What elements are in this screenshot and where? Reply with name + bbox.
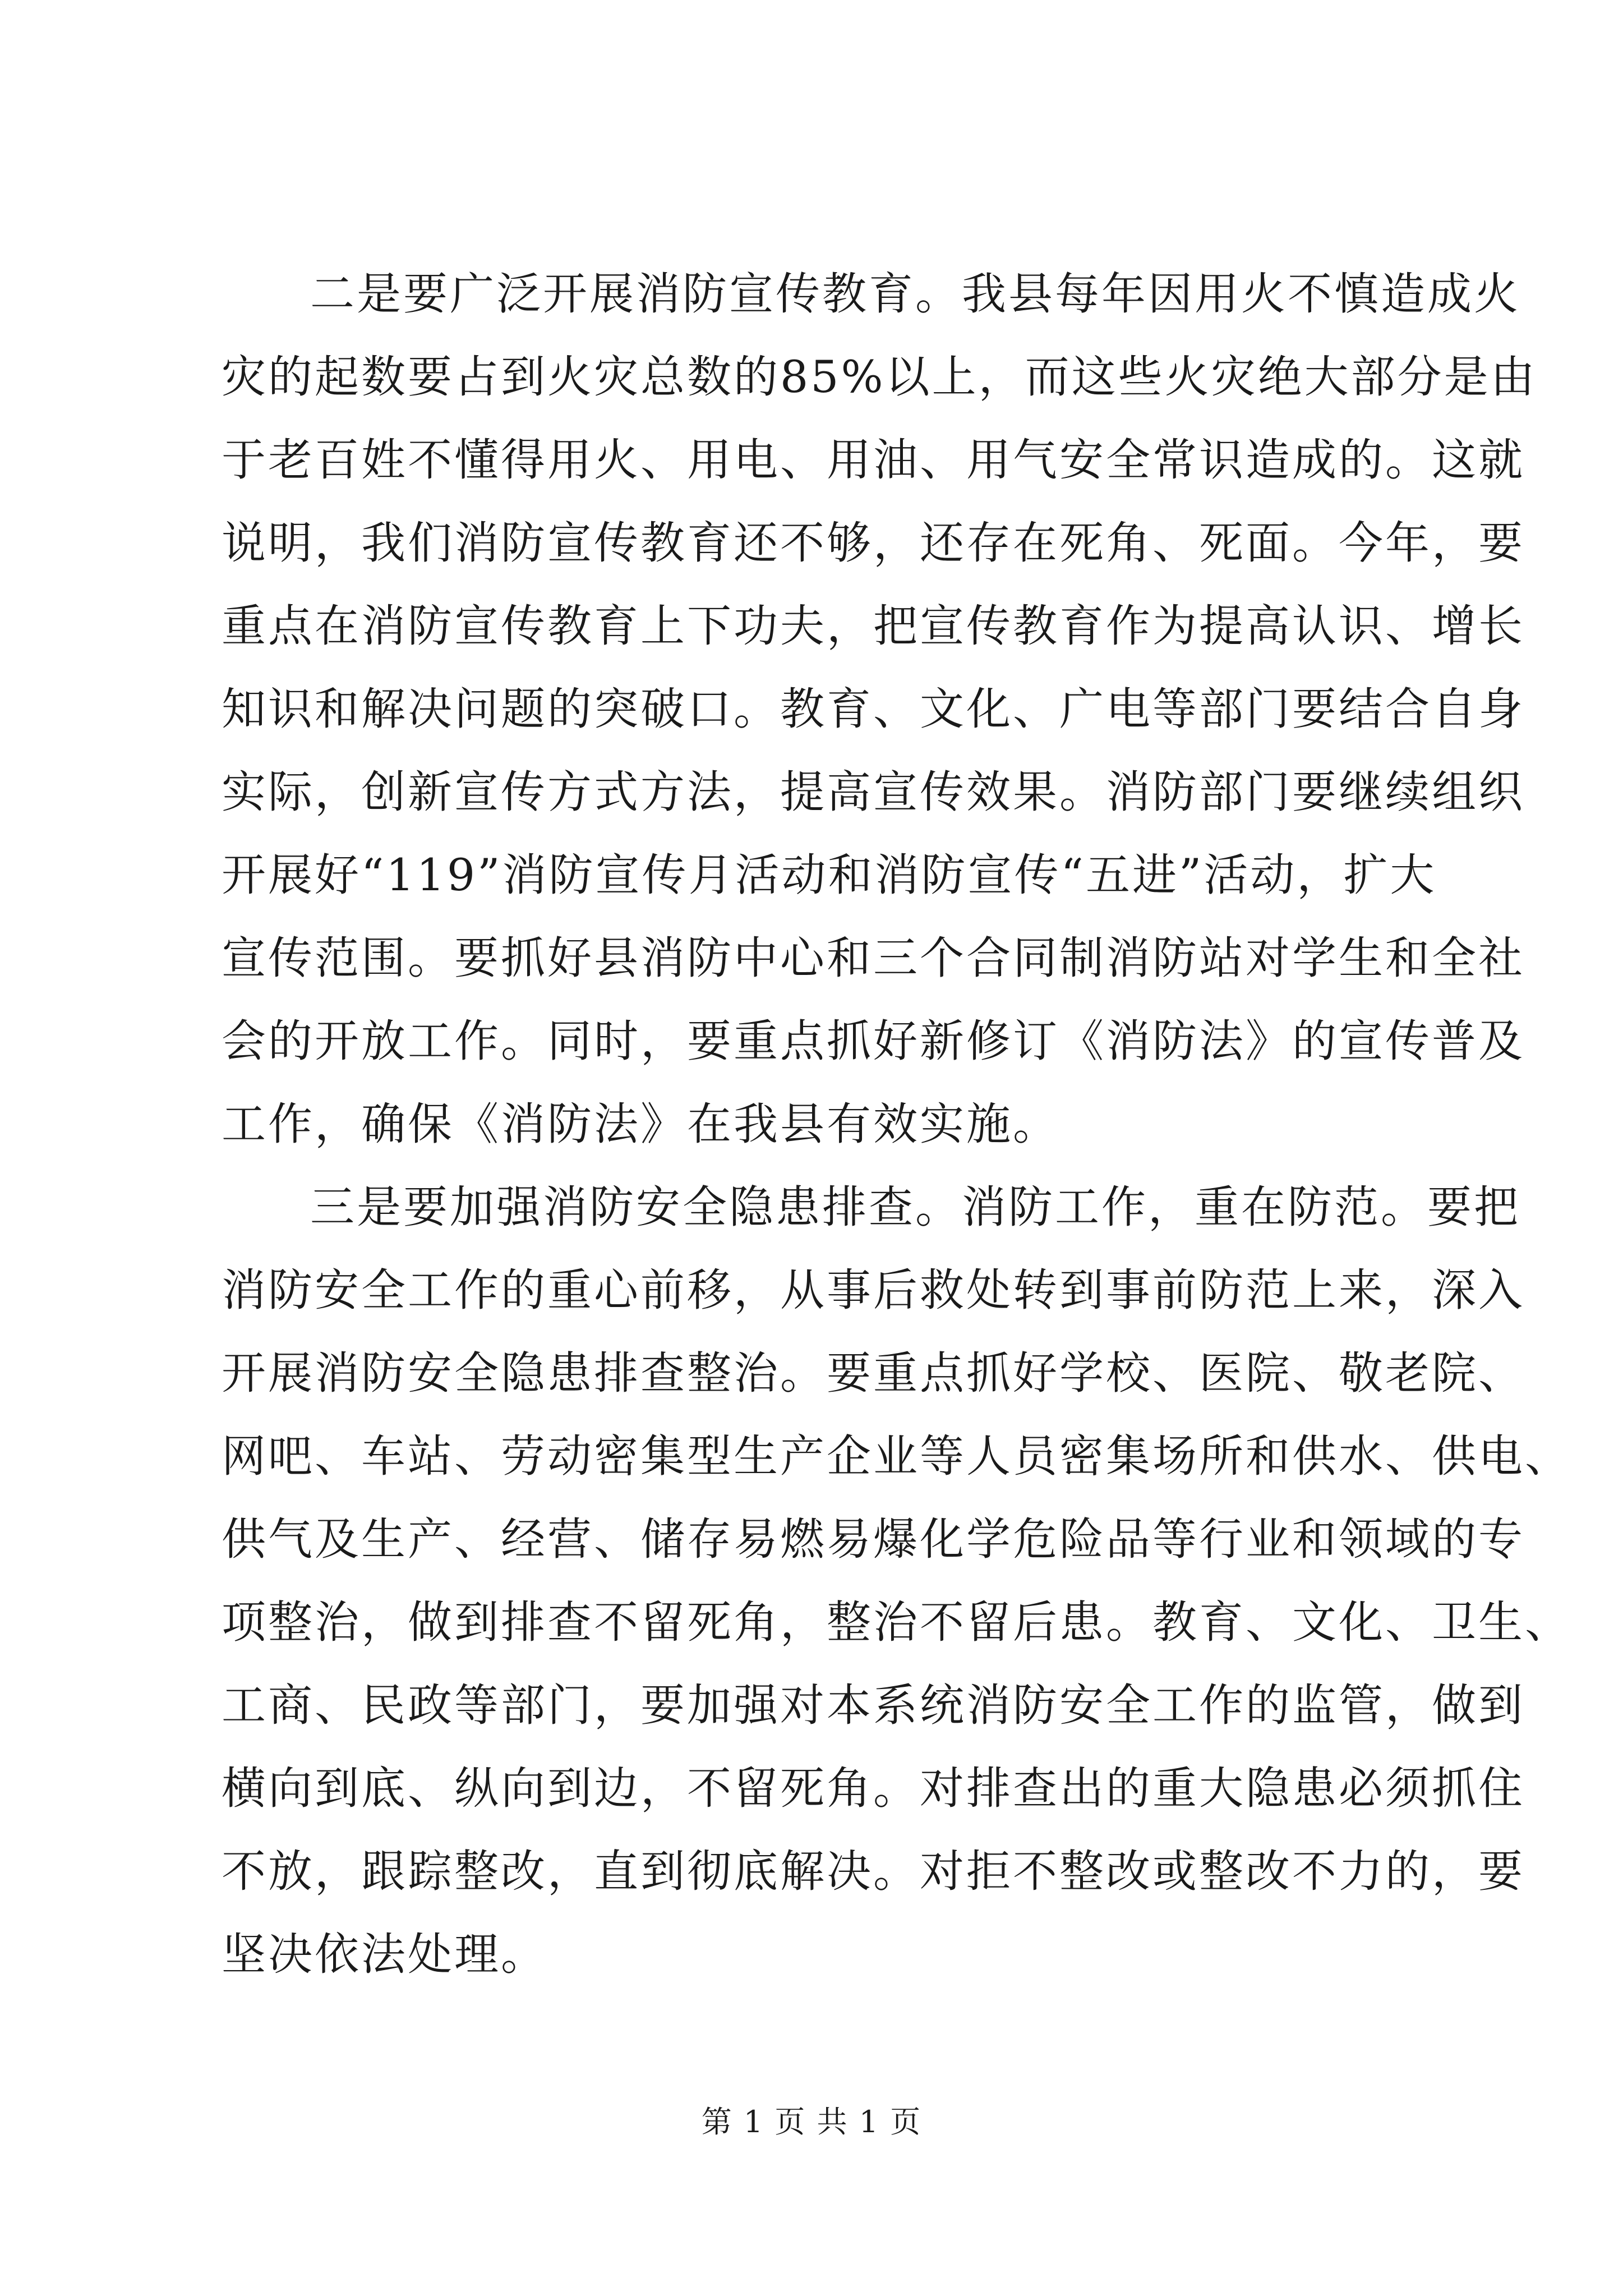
text-line: 三是要加强消防安全隐患排查。消防工作，重在防范。要把 [310, 1181, 1520, 1233]
text-line: 不放，跟踪整改，直到彻底解决。对拒不整改或整改不力的，要 [222, 1846, 1525, 1897]
page-footer [0, 2102, 1623, 2142]
text-line: 说明，我们消防宣传教育还不够，还存在死角、死面。今年，要 [222, 517, 1525, 569]
text-line: 知识和解决问题的突破口。教育、文化、广电等部门要结合自身 [222, 683, 1525, 735]
text-line: 于老百姓不懂得用火、用电、用油、用气安全常识造成的。这就 [222, 434, 1525, 486]
text-line: 灾的起数要占到火灾总数的85%以上，而这些火灾绝大部分是由 [222, 351, 1537, 403]
paragraph-fire-education [222, 252, 1537, 1166]
text-line: 会的开放工作。同时，要重点抓好新修订《消防法》的宣传普及 [222, 1015, 1525, 1067]
text-line: 重点在消防宣传教育上下功夫，把宣传教育作为提高认识、增长 [222, 600, 1525, 652]
text-line: 开展好“119”消防宣传月活动和消防宣传“五进”活动，扩大 [222, 849, 1437, 901]
text-line: 实际，创新宣传方式方法，提高宣传效果。消防部门要继续组织 [222, 766, 1525, 818]
text-line: 二是要广泛开展消防宣传教育。我县每年因用火不慎造成火 [310, 268, 1520, 320]
text-line: 宣传范围。要抓好县消防中心和三个合同制消防站对学生和全社 [222, 932, 1525, 984]
text-line: 项整治，做到排查不留死角，整治不留后患。教育、文化、卫生、 [222, 1596, 1571, 1648]
text-line: 网吧、车站、劳动密集型生产企业等人员密集场所和供水、供电、 [222, 1430, 1571, 1482]
text-line: 工作，确保《消防法》在我县有效实施。 [222, 1098, 1059, 1150]
text-line: 横向到底、纵向到边，不留死角。对排查出的重大隐患必须抓住 [222, 1763, 1525, 1814]
text-line: 消防安全工作的重心前移，从事后救处转到事前防范上来，深入 [222, 1264, 1525, 1316]
text-line: 工商、民政等部门，要加强对本系统消防安全工作的监管，做到 [222, 1680, 1525, 1731]
text-line: 坚决依法处理。 [222, 1929, 547, 1980]
text-line: 供气及生产、经营、储存易燃易爆化学危险品等行业和领域的专 [222, 1513, 1525, 1565]
document-body [222, 252, 1571, 1996]
page-number-label: 第 1 页 共 1 页 [701, 2104, 922, 2139]
text-line: 开展消防安全隐患排查整治。要重点抓好学校、医院、敬老院、 [222, 1347, 1525, 1399]
paragraph-hazard-inspection [222, 1166, 1571, 1996]
